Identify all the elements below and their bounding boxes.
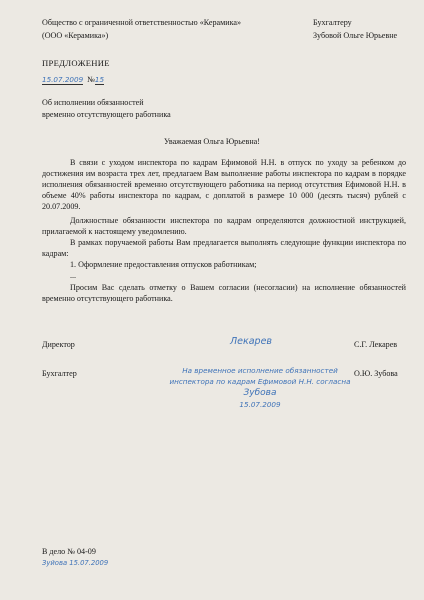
body-paragraph-4: Просим Вас сделать отметку о Вашем согласии (несогласии) на исполнение обязанностей временно отсутствующего работника.	[42, 283, 406, 303]
subject-line-2: временно отсутствующего работника	[42, 110, 171, 119]
body-paragraph-3: В рамках поручаемой работы Вам предлагается выполнять следующие функции инспектора по кадрам:	[42, 238, 406, 258]
director-title: Директор	[42, 340, 75, 349]
list-item: 1. Оформление предоставления отпусков работникам;	[70, 260, 257, 269]
director-name: С.Г. Лекарев	[354, 340, 398, 349]
number-sign: №	[87, 75, 95, 84]
addressee-title: Бухгалтеру	[313, 18, 352, 27]
list-item-ellipsis: ...	[70, 271, 77, 280]
subject-line-1: Об исполнении обязанностей	[42, 98, 144, 107]
accountant-name: О.Ю. Зубова	[354, 369, 398, 378]
consent-date: 15.07.2009	[239, 400, 281, 409]
accountant-title: Бухгалтер	[42, 369, 77, 378]
document-date-number	[42, 69, 104, 87]
addressee-name: Зубовой Ольге Юрьевне	[313, 31, 398, 40]
consent-line-2: инспектора по кадрам Ефимовой Н.Н. согласна	[169, 377, 351, 386]
document-type: ПРЕДЛОЖЕНИЕ	[42, 58, 110, 68]
body-paragraph-1: В связи с уходом инспектора по кадрам Ефимовой Н.Н. в отпуск по уходу за ребенком до достижения им возраста трех лет, предлагаем Вам выполнение работы инспектора по кадрам в порядке исполнения обязанностей временно отсутствующего работника на период отсутствия Ефимовой Н.Н. в объеме 40% работы инспектора по кадрам, с доплатой в размере 10 000 (десять тысяч) рублей с 20.07.2009.	[42, 158, 406, 211]
file-note-signature: Зуйова 15.07.2009	[42, 559, 109, 567]
document-number: 15	[94, 75, 105, 84]
org-short-name: (ООО «Керамика»)	[42, 31, 109, 40]
body-paragraph-2: Должностные обязанности инспектора по кадрам определяются должностной инструкцией, прилагаемой к настоящему уведомлению.	[42, 216, 406, 236]
director-signature: Лекарев	[230, 336, 273, 347]
file-note: В дело № 04-09	[42, 547, 96, 556]
greeting: Уважаемая Ольга Юрьевна!	[164, 137, 260, 146]
consent-line-1: На временное исполнение обязанностей	[182, 366, 338, 375]
org-name: Общество с ограниченной ответственностью «Керамика»	[42, 18, 242, 27]
consent-signature: Зубова	[243, 388, 277, 398]
document-date: 15.07.2009	[42, 75, 84, 84]
